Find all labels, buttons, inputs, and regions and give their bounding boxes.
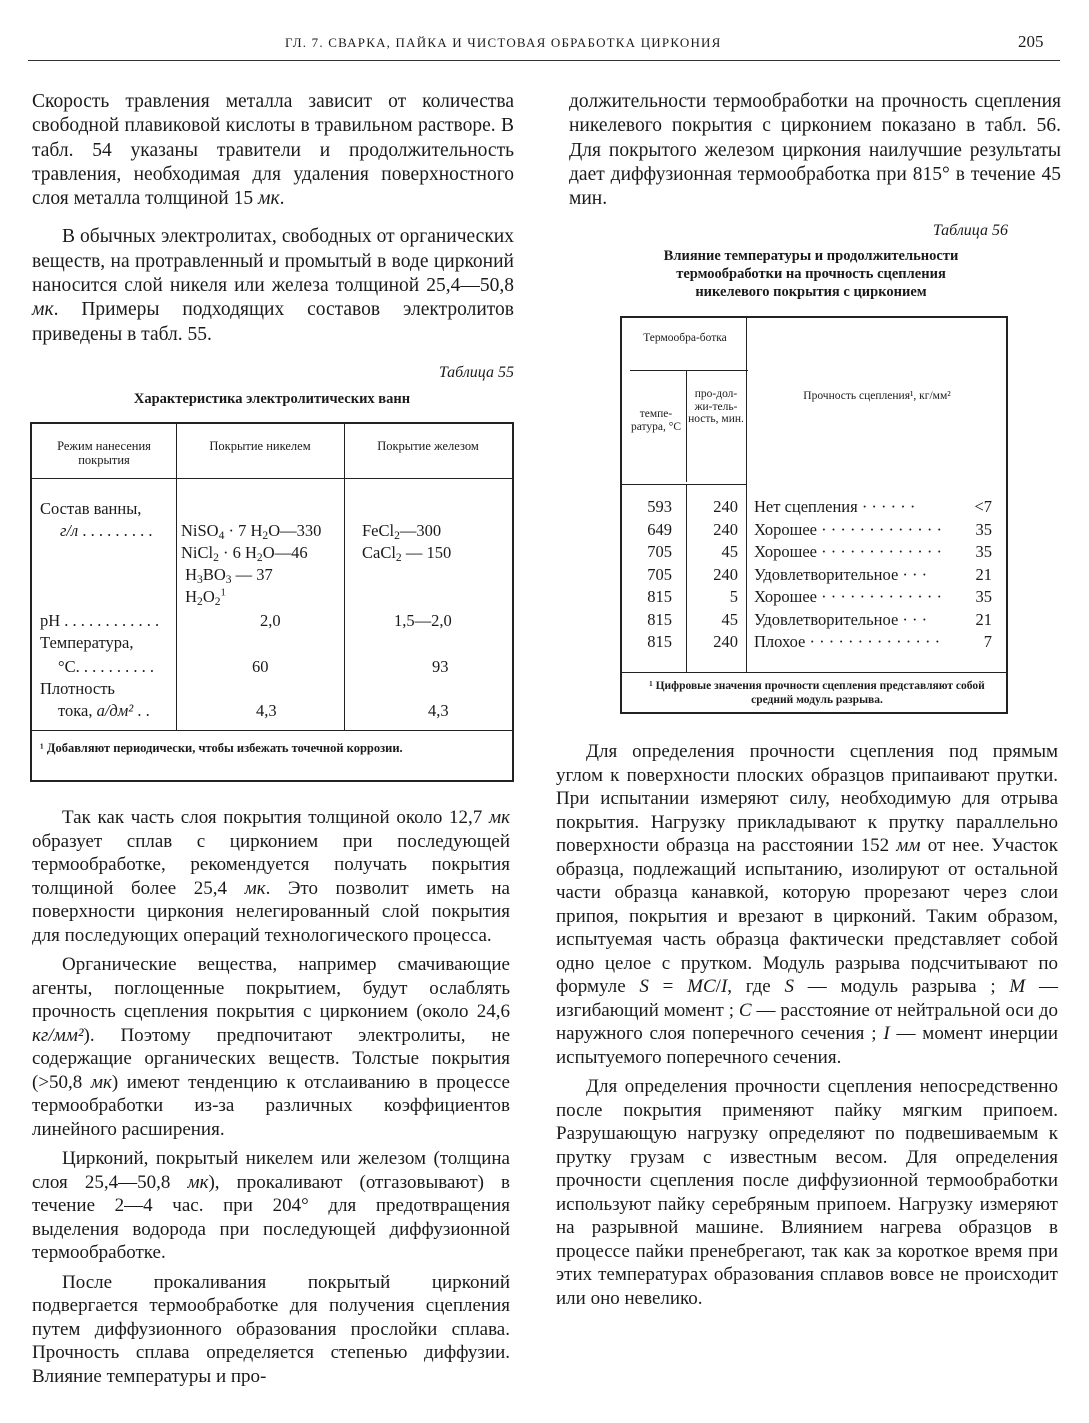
paragraph: Для определения прочности сцепления под прямым углом к поверхности плоских образцов припаивают прутки. При испытании измеряют силу, необходимую для отрыва покрытия. Нагрузку прикладывают к прутку параллельно поверхности образца на расстоянии 152 мм от нее. Участок образца, подлежащий испытанию, изолируют от остальной части образца канавкой, которую прорезают через слои припоя, покрытия и врезают в цирконий. Таким образом, испытуемая часть образца фактически представляет собой одно целое с прутком. Модуль разрыва подсчитывают по формуле S = MC/I, где S — модуль разрыва ; M — изгибающий момент ; C — расстояние от нейтральной оси до наружного слоя поперечного сечения ; I — момент инерции испытуемого поперечного сечения.: [556, 741, 1059, 1068]
running-title: ГЛ. 7. СВАРКА, ПАЙКА И ЧИСТОВАЯ ОБРАБОТКА ЦИРКОНИЯ: [285, 35, 722, 50]
left-column-bottom-text: [32, 806, 510, 1388]
table56-result-label: Хорошее · · · · · · · · · · · · ·: [754, 542, 943, 561]
table55-row-label: тока, а/дм² . .: [58, 701, 150, 720]
table56-result-label: Удовлетворительное · · ·: [754, 564, 928, 584]
page-number: 205: [1018, 32, 1044, 51]
paragraph: Цирконий, покрытый никелем или железом (толщина слоя 25,4—50,8 мк), прокаливают (отгазовывают) в течение 2—4 час. при 204° для предотвращения выделения водорода при последующей диффузионной термообработке.: [32, 1148, 511, 1263]
table55-row-label: Плотность: [40, 679, 115, 698]
table55-value: 1,5—2,0: [394, 611, 452, 630]
table56-header-temp: темпе-ратура, °С: [630, 408, 682, 433]
table55-header-iron: Покрытие железом: [344, 424, 512, 479]
table-row: [622, 609, 1006, 632]
paragraph: должительности термообработки на прочность сцепления никелевого покрытия с цирконием показано в табл. 56. Для покрытого железом циркония наилучшие результаты дает диффузионная термообработка при 815° в течение 45 мин.: [569, 91, 1061, 210]
right-column-top-text: [569, 90, 1061, 211]
table56-temp-cell: 815: [647, 632, 672, 651]
table55: [30, 422, 514, 782]
table56-temp-cell: 815: [647, 609, 672, 629]
table56-strength-value: 35: [975, 519, 992, 539]
table56-footnote: ¹ Цифровые значения прочности сцепления представляют собой средний модуль разрыва.: [622, 672, 1006, 707]
table56-header-rule: [630, 370, 748, 371]
table55-value: 2,0: [260, 611, 281, 630]
table56-result-label: Удовлетворительное · · ·: [754, 609, 928, 629]
table55-value: 93: [432, 657, 449, 676]
table-row: [622, 541, 1006, 564]
table56-result-label: Хорошее · · · · · · · · · · · · ·: [754, 519, 943, 539]
paragraph: Скорость травления металла зависит от количества свободной плавиковой кислоты в травильном растворе. В табл. 54 указаны травители и продолжительность травления, необходимая для удаления поверхностного слоя металла толщиной 15 мк.: [32, 91, 514, 210]
table56-header-group: Термообра-ботка: [643, 332, 727, 344]
table56-strength-value: 21: [975, 609, 992, 629]
table56-result-label: Плохое · · · · · · · · · · · · · ·: [754, 632, 941, 651]
table56-strength-value: 35: [975, 542, 992, 561]
table56-strength-value: 7: [983, 632, 992, 651]
table55-row-label: °С. . . . . . . . . .: [58, 657, 154, 676]
table55-row-label: г/л . . . . . . . . .: [60, 521, 153, 540]
table55-divider: [176, 424, 177, 730]
table56-temp-cell: 649: [647, 519, 672, 539]
paragraph: После прокаливания покрытый цирконий подвергается термообработке для получения сцепления путем диффузионного образования прослойки сплава. Прочность сплава определяется степенью диффузии. Влияние температуры и про-: [32, 1271, 510, 1387]
table56-header-time: про-дол-жи-тель-ность, мин.: [688, 388, 744, 425]
table56-time-cell: 240: [713, 632, 738, 651]
header-rule: [28, 60, 1060, 61]
table-row: [622, 631, 1006, 654]
table56-temp-cell: 815: [647, 587, 672, 606]
table-row: [622, 564, 1006, 587]
table55-row-label: Состав ванны,: [40, 499, 142, 518]
table56-time-cell: 45: [721, 609, 738, 629]
table56-strength-value: 35: [975, 587, 992, 606]
table55-footnote: ¹ Добавляют периодически, чтобы избежать точечной коррозии.: [32, 730, 512, 756]
table56-header-bottom-rule: [622, 484, 746, 485]
table55-row-label: pH . . . . . . . . . . . .: [40, 611, 160, 630]
table56-temp-cell: 705: [647, 542, 672, 561]
table56-time-cell: 5: [729, 587, 738, 606]
table55-row-label: Температура,: [40, 633, 134, 652]
table55-caption: Таблица 55: [438, 364, 514, 381]
table55-value: 4,3: [256, 701, 277, 720]
table56-title: Влияние температуры и продолжительности термообработки на прочность сцепления никелевого покрытия с цирконием: [663, 248, 959, 300]
table56-temp-cell: 705: [647, 564, 672, 584]
table55-value: 60: [252, 657, 269, 676]
table56-time-cell: 240: [713, 519, 738, 539]
table56-result-label: Нет сцепления · · · · · ·: [754, 497, 916, 516]
table56-time-cell: 45: [721, 542, 738, 561]
paragraph: Органические вещества, например смачивающие агенты, поглощенные покрытием, будут ослаблять прочность сцепления покрытия с цирконием (около 24,6 кг/мм²). Поэтому предпочитают электролиты, не содержащие органических веществ. Толстые покрытия (>50,8 мк) имеют тенденцию к отслаиванию в процессе термообработки из-за различных коэффициентов линейного расширения.: [32, 954, 510, 1140]
table56: [620, 316, 1008, 714]
table-row: [622, 519, 1006, 542]
table-row: [622, 586, 1006, 609]
table55-title: Характеристика электролитических ванн: [133, 391, 411, 407]
table56-divider: [686, 370, 687, 482]
table55-iron-composition: FeCl$_2$—300 CaCl$_2$ — 150: [362, 521, 452, 564]
paragraph: Для определения прочности сцепления непосредственно после покрытия применяют пайку мягким припоем. Разрушающую нагрузку определяют по подвешиваемым к прутку грузам с известным весом. Для определения прочности сцепления после диффузионной термообработки используют пайку серебряным припоем. Нагрузку измеряют на разрывной машине. Влиянием нагрева образцов в процессе пайки пренебрегают, так как за короткое время при этих температурах образования сплавов вовсе не происходит или оно невелико.: [556, 1076, 1058, 1309]
table55-divider: [344, 424, 345, 730]
table56-strength-value: 21: [975, 564, 992, 584]
table56-caption: Таблица 56: [932, 222, 1008, 239]
left-column-top-text: [32, 90, 514, 347]
table56-time-cell: 240: [713, 564, 738, 584]
table-row: [622, 496, 1006, 519]
right-column-bottom-text: [556, 740, 1058, 1310]
paragraph: В обычных электролитах, свободных от органических веществ, на протравленный и промытый в воде цирконий наносится слой никеля или железа толщиной 25,4—50,8 мк. Примеры подходящих составов электролитов приведены в табл. 55.: [32, 226, 514, 345]
table55-header-nickel: Покрытие никелем: [176, 424, 344, 479]
paragraph: Так как часть слоя покрытия толщиной около 12,7 мк образует сплав с цирконием при последующей термообработке, рекомендуется получать покрытия толщиной более 25,4 мк. Это позволит иметь на поверхности циркония нелегированный слой покрытия для последующих операций технологического процесса.: [32, 807, 510, 946]
table56-strength-value: <7: [974, 497, 992, 516]
table56-temp-cell: 593: [647, 497, 672, 516]
table56-time-cell: 240: [713, 497, 738, 516]
table55-header-mode: Режим нанесения покрытия: [32, 424, 176, 479]
table55-nickel-composition: NiSO$_4$ · 7 $H_2O—330$ NiCl$_2$ · 6 $H_2O—46$ $H_3BO_3$ — 37 $H_2O_2^1$: [181, 521, 322, 608]
table56-header-strength: Прочность сцепления¹, кг/мм²: [803, 390, 951, 402]
page-header: [0, 30, 1089, 60]
table55-value: 4,3: [428, 701, 449, 720]
table56-result-label: Хорошее · · · · · · · · · · · · ·: [754, 587, 943, 606]
